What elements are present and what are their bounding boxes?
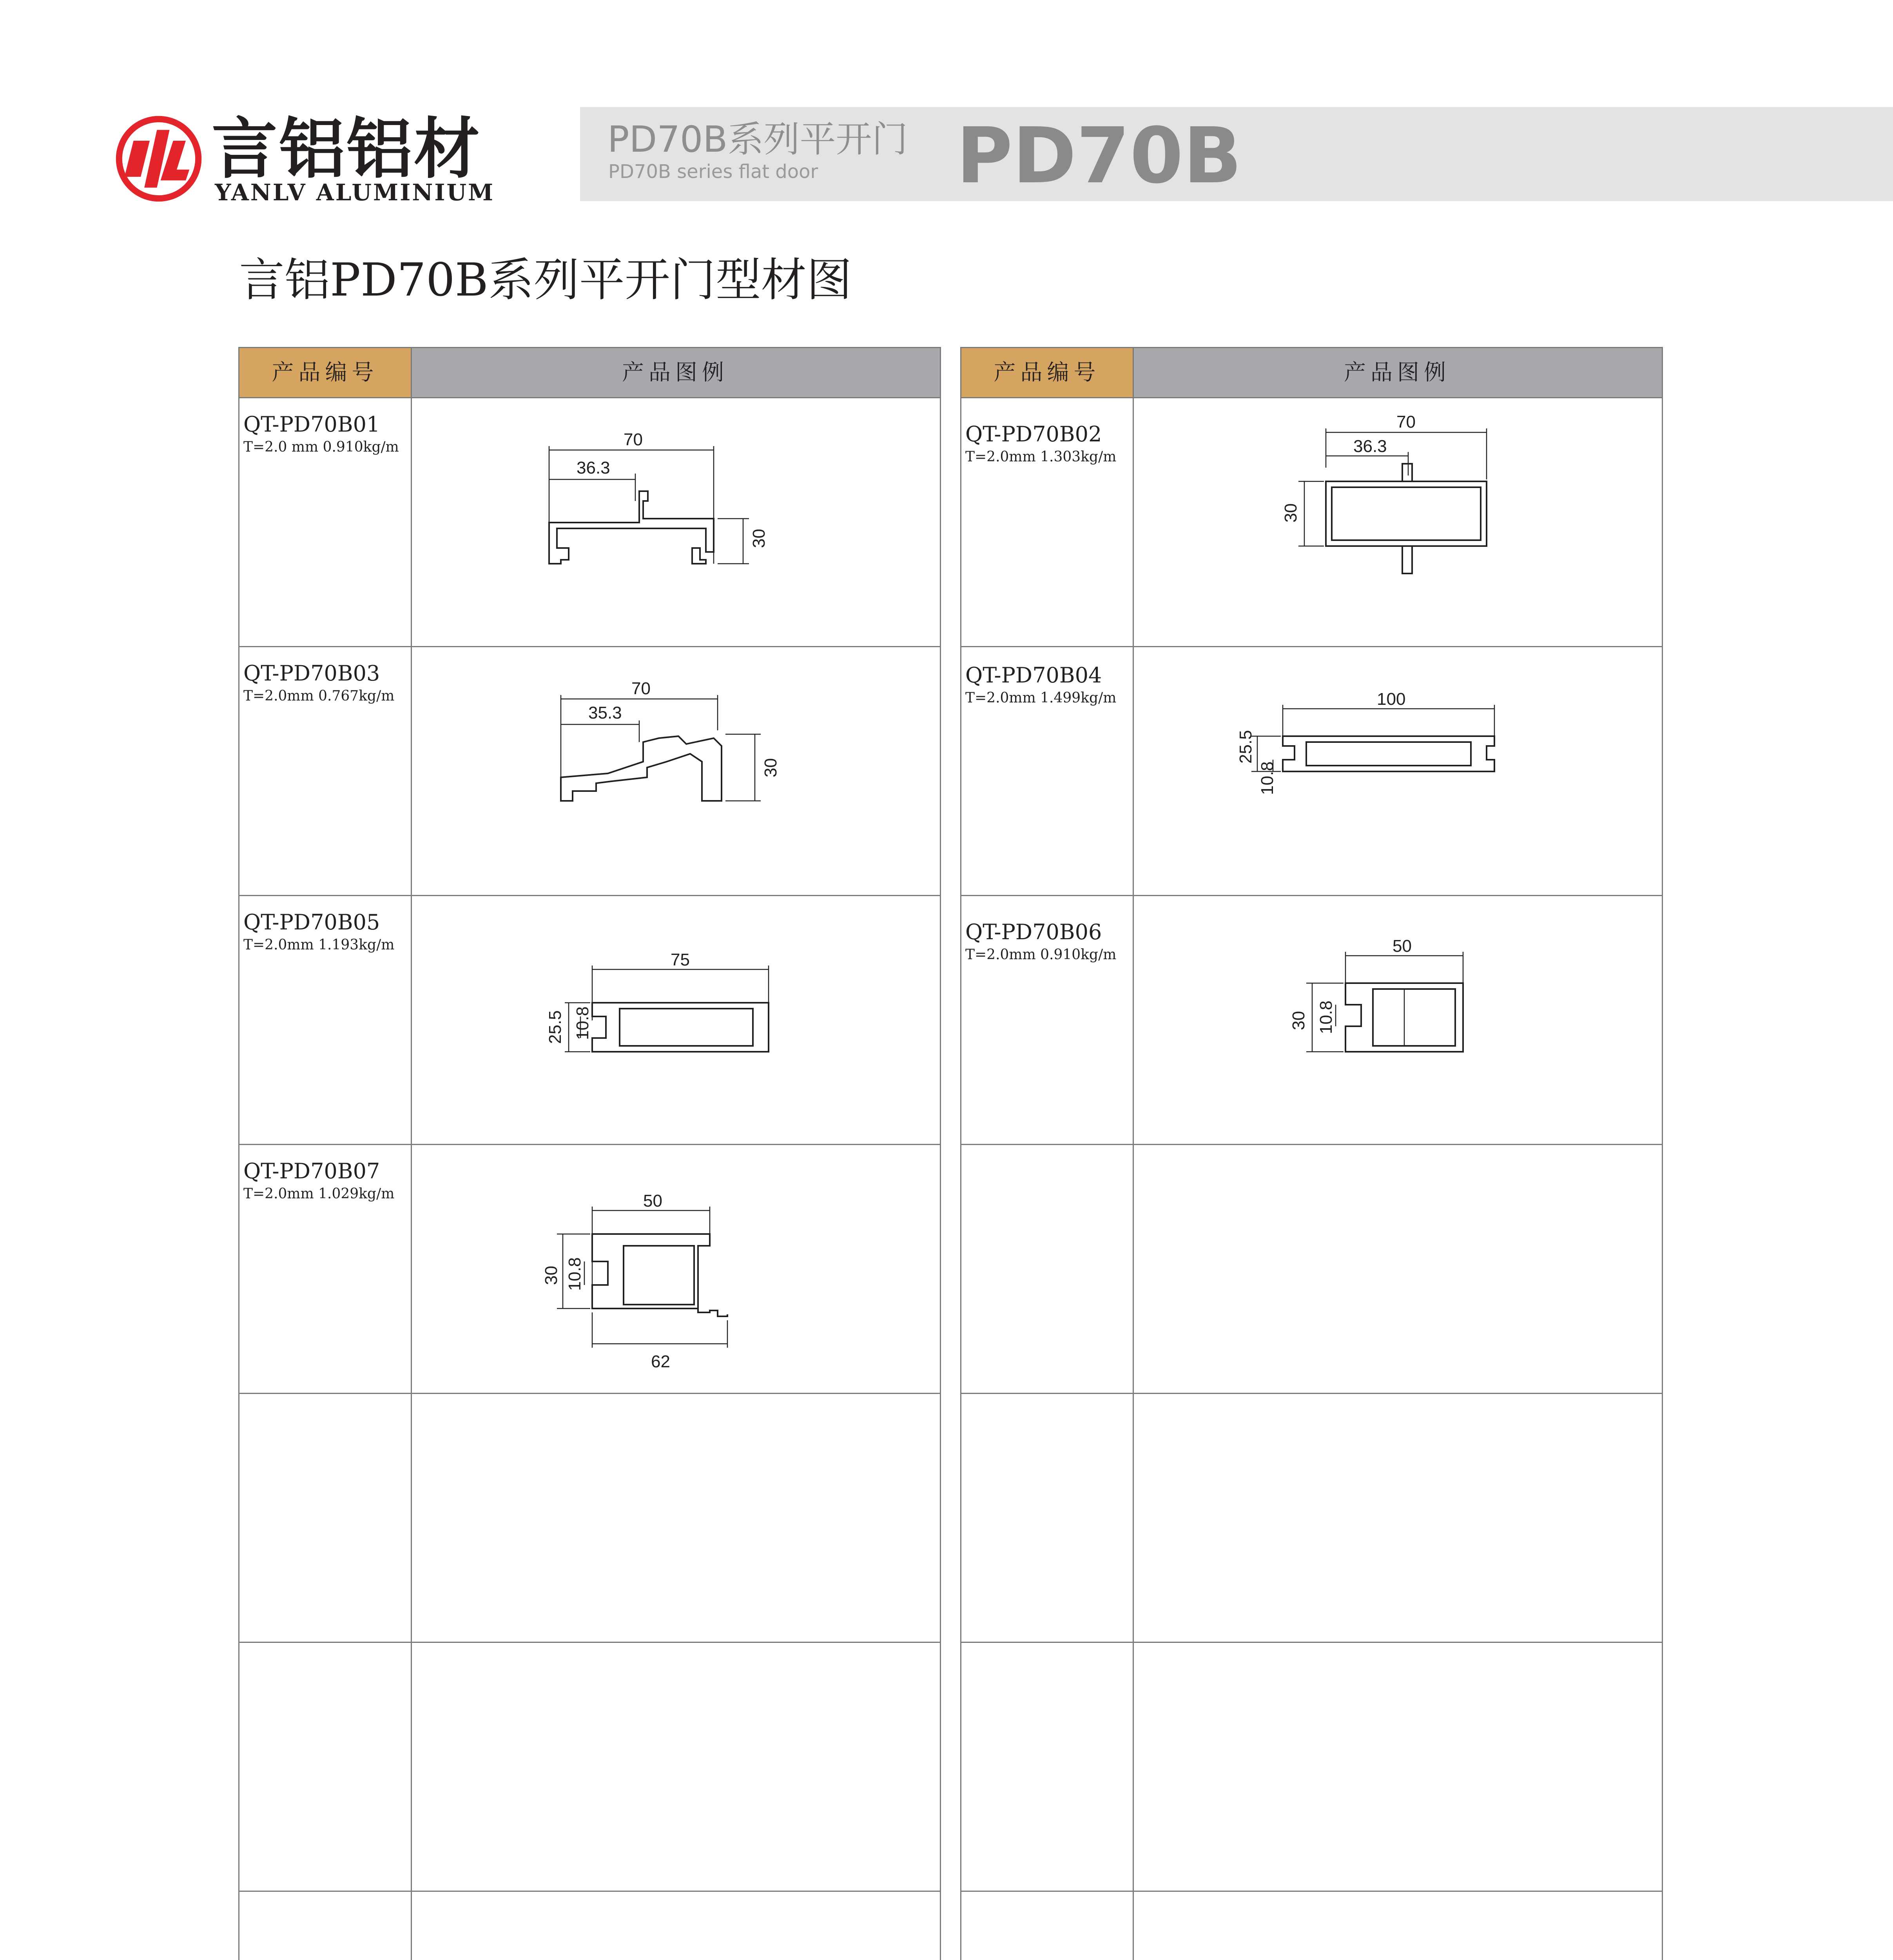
- dimension-width: 70: [624, 430, 643, 449]
- table-row: [243, 411, 408, 456]
- product-spec: T=2.0mm 0.910kg/m: [965, 947, 1117, 963]
- row-divider: [961, 397, 1662, 398]
- product-code: QT-PD70B05: [243, 910, 380, 935]
- row-divider: [239, 1393, 940, 1394]
- product-spec: T=2.0mm 1.499kg/m: [965, 690, 1117, 706]
- dimension-width: 70: [1396, 412, 1416, 432]
- product-spec: T=2.0mm 1.303kg/m: [965, 449, 1117, 465]
- column-divider: [1133, 348, 1134, 1960]
- series-title-en: PD70B series flat door: [608, 161, 818, 183]
- profile-drawing-b01: [545, 430, 780, 577]
- dimension-height: 30: [1281, 503, 1300, 523]
- brand-name-cn: 言铝铝材: [212, 111, 481, 187]
- page-title: 言铝PD70B系列平开门型材图: [239, 254, 852, 307]
- dimension-width: 50: [643, 1191, 662, 1210]
- product-code: QT-PD70B07: [243, 1159, 380, 1183]
- dimension-width: 70: [631, 679, 651, 698]
- product-spec: T=2.0 mm 0.910kg/m: [243, 439, 399, 455]
- product-code: QT-PD70B04: [965, 663, 1102, 688]
- table-row: [965, 421, 1130, 466]
- profile-drawing-b03: [557, 679, 792, 826]
- row-divider: [961, 1144, 1662, 1145]
- row-divider: [961, 895, 1662, 896]
- row-divider: [961, 1393, 1662, 1394]
- brand-logo: [114, 106, 495, 206]
- row-divider: [239, 1144, 940, 1145]
- product-code: QT-PD70B06: [965, 920, 1102, 944]
- profile-drawing-b05: [522, 950, 765, 1073]
- profile-drawing-b02: [1267, 412, 1502, 583]
- dimension-width: 75: [671, 950, 690, 969]
- row-divider: [239, 1891, 940, 1892]
- dimension-a: 36.3: [1353, 437, 1387, 456]
- dimension-height: 30: [749, 529, 769, 548]
- product-code: QT-PD70B03: [243, 661, 380, 686]
- column-divider: [411, 348, 412, 1960]
- dimension-height: 25.5: [546, 1010, 565, 1044]
- dimension-height: 30: [542, 1266, 561, 1285]
- dimension-height: 30: [1289, 1011, 1308, 1030]
- row-divider: [961, 1642, 1662, 1643]
- profile-drawing-b07: [514, 1191, 757, 1377]
- product-spec: T=2.0mm 1.029kg/m: [243, 1186, 395, 1202]
- header-product-image: 产品图例: [411, 348, 940, 397]
- dimension-s: 10.8: [1316, 1000, 1336, 1034]
- product-code: QT-PD70B02: [965, 422, 1102, 446]
- series-code: PD70B: [956, 111, 1242, 201]
- table-row: [243, 1158, 408, 1203]
- dimension-width: 50: [1393, 936, 1412, 956]
- product-code: QT-PD70B01: [243, 412, 380, 437]
- row-divider: [961, 1891, 1662, 1892]
- header-product-code: 产品编号: [239, 348, 411, 397]
- product-spec: T=2.0mm 0.767kg/m: [243, 688, 395, 704]
- table-row: [965, 662, 1130, 707]
- row-divider: [239, 646, 940, 647]
- dimension-width: 100: [1377, 690, 1406, 709]
- profile-table-left: [238, 347, 941, 1960]
- row-divider: [239, 895, 940, 896]
- dimension-b: 62: [651, 1352, 670, 1371]
- product-spec: T=2.0mm 1.193kg/m: [243, 937, 395, 953]
- brand-name-en: YANLV ALUMINIUM: [215, 179, 495, 206]
- header-product-image: 产品图例: [1133, 348, 1662, 397]
- dimension-s: 10.8: [565, 1257, 584, 1291]
- row-divider: [239, 1642, 940, 1643]
- yanlv-logo-icon: [114, 114, 204, 204]
- profile-drawing-b04: [1212, 690, 1494, 812]
- row-divider: [961, 646, 1662, 647]
- dimension-a: 36.3: [577, 458, 610, 477]
- dimension-s: 10.8: [573, 1006, 592, 1040]
- profile-drawing-b06: [1267, 936, 1502, 1083]
- table-row: [965, 918, 1130, 964]
- header-product-code: 产品编号: [961, 348, 1133, 397]
- table-row: [243, 909, 408, 954]
- dimension-s: 10.8: [1258, 761, 1277, 795]
- series-header-bar: [580, 107, 1893, 201]
- profile-table-right: [960, 347, 1663, 1960]
- row-divider: [239, 397, 940, 398]
- series-title-cn: PD70B系列平开门: [607, 118, 908, 160]
- dimension-height: 30: [761, 758, 780, 777]
- dimension-a: 35.3: [588, 703, 622, 722]
- dimension-height: 25.5: [1236, 730, 1255, 764]
- table-row: [243, 660, 408, 705]
